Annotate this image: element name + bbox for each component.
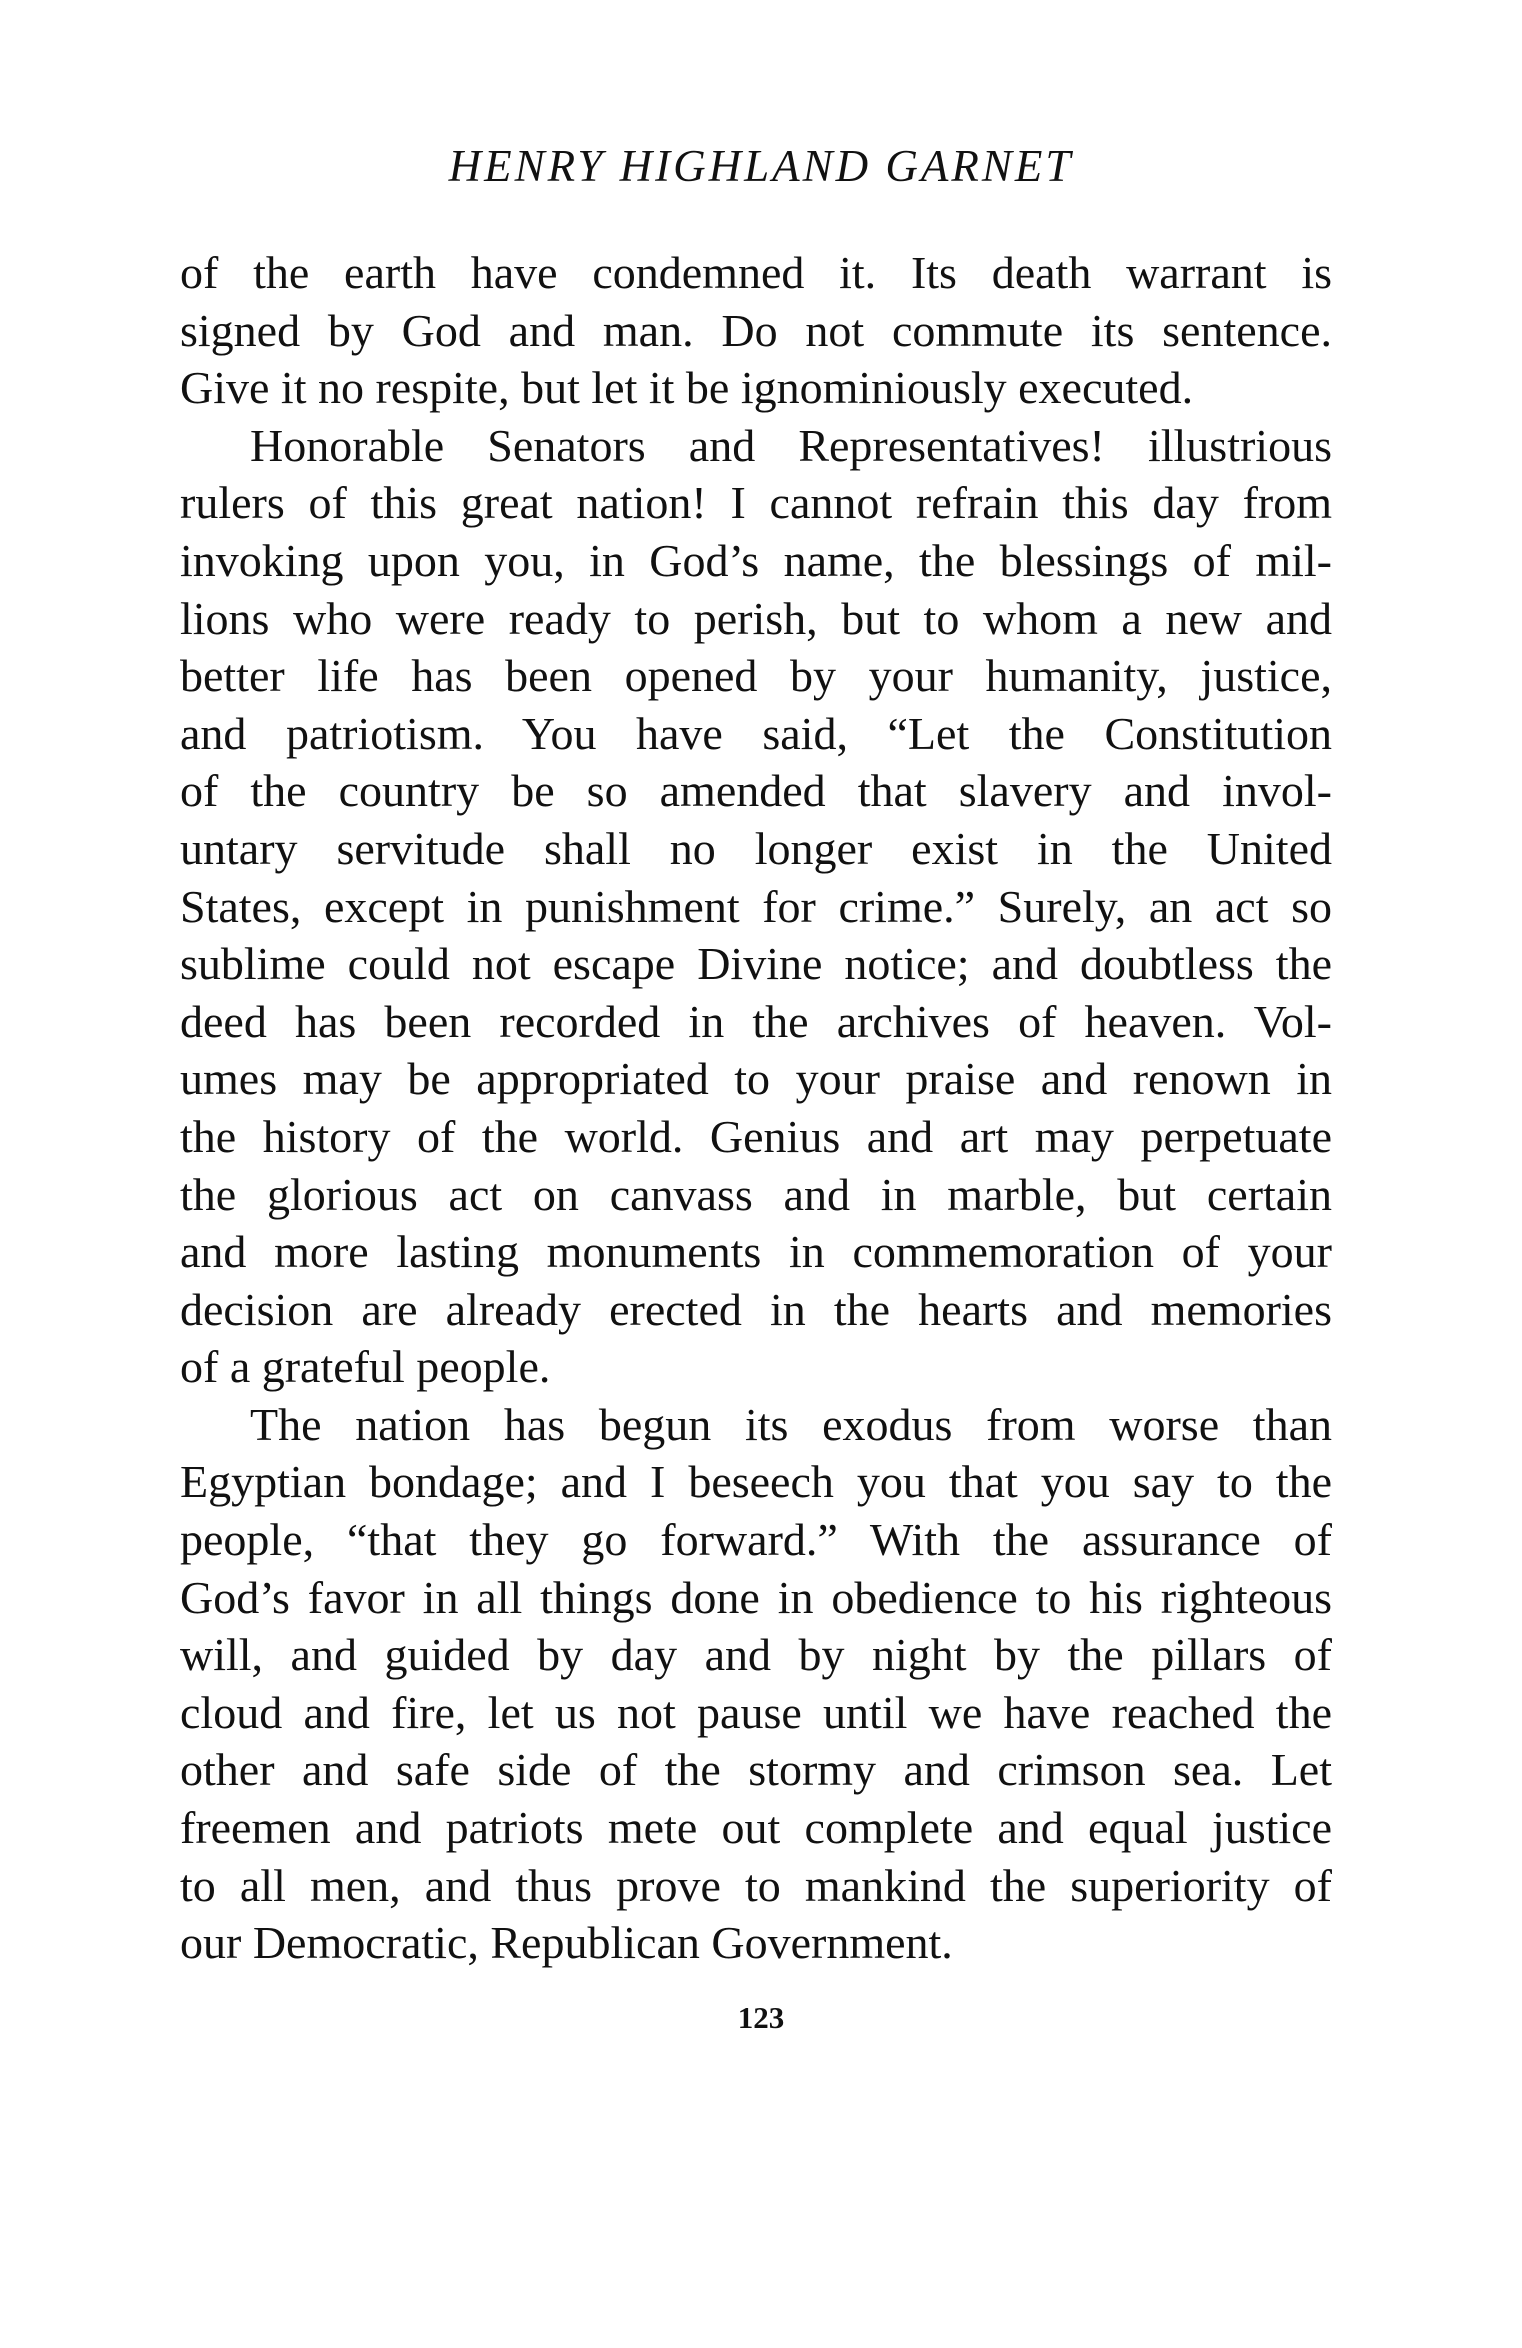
body-text	[180, 244, 1332, 1972]
text-line: to all men, and thus prove to mankind the superiority of	[180, 1859, 1332, 1911]
text-line: God’s favor in all things done in obedience to his righteous	[180, 1571, 1332, 1623]
text-line: cloud and fire, let us not pause until we have reached the	[180, 1686, 1332, 1738]
text-line: decision are already erected in the hearts and memories	[180, 1283, 1332, 1335]
text-line: and more lasting monuments in commemoration of your	[180, 1226, 1332, 1278]
text-line: untary servitude shall no longer exist in the United	[180, 822, 1332, 874]
text-line: better life has been opened by your humanity, justice,	[180, 650, 1332, 702]
text-line: signed by God and man. Do not commute its sentence.	[180, 304, 1332, 356]
text-line: of the country be so amended that slavery and invol-	[180, 765, 1332, 817]
text-line: Give it no respite, but let it be ignominiously executed.	[180, 362, 1194, 414]
page-number: 123	[737, 2000, 785, 2035]
text-line: and patriotism. You have said, “Let the Constitution	[180, 707, 1332, 759]
text-line: lions who were ready to perish, but to whom a new and	[180, 592, 1332, 644]
running-head: HENRY HIGHLAND GARNET	[448, 141, 1074, 191]
text-line: States, except in punishment for crime.” Surely, an act so	[180, 880, 1332, 932]
text-line: of a grateful people.	[180, 1341, 551, 1393]
text-line: umes may be appropriated to your praise and renown in	[180, 1053, 1332, 1105]
paragraph	[180, 1396, 1332, 1972]
text-line: deed has been recorded in the archives of heaven. Vol-	[180, 995, 1332, 1047]
text-line: will, and guided by day and by night by the pillars of	[180, 1629, 1332, 1681]
text-line: freemen and patriots mete out complete and equal justice	[180, 1802, 1332, 1854]
text-line: the glorious act on canvass and in marble, but certain	[180, 1168, 1332, 1220]
text-line: the history of the world. Genius and art may perpetuate	[180, 1110, 1332, 1162]
text-line: rulers of this great nation! I cannot refrain this day from	[180, 477, 1332, 529]
paragraph	[180, 244, 1332, 417]
text-line: sublime could not escape Divine notice; and doubtless the	[180, 938, 1332, 990]
text-line: The nation has begun its exodus from worse than	[250, 1398, 1332, 1450]
text-line: our Democratic, Republican Government.	[180, 1917, 953, 1969]
text-line: of the earth have condemned it. Its death warrant is	[180, 247, 1332, 298]
paragraph	[180, 417, 1332, 1396]
text-line: Honorable Senators and Representatives! illustrious	[250, 419, 1332, 471]
text-line: invoking upon you, in God’s name, the blessings of mil-	[180, 534, 1332, 586]
text-line: other and safe side of the stormy and crimson sea. Let	[180, 1744, 1332, 1796]
text-line: people, “that they go forward.” With the assurance of	[180, 1514, 1332, 1566]
text-line: Egyptian bondage; and I beseech you that you say to the	[180, 1456, 1332, 1508]
